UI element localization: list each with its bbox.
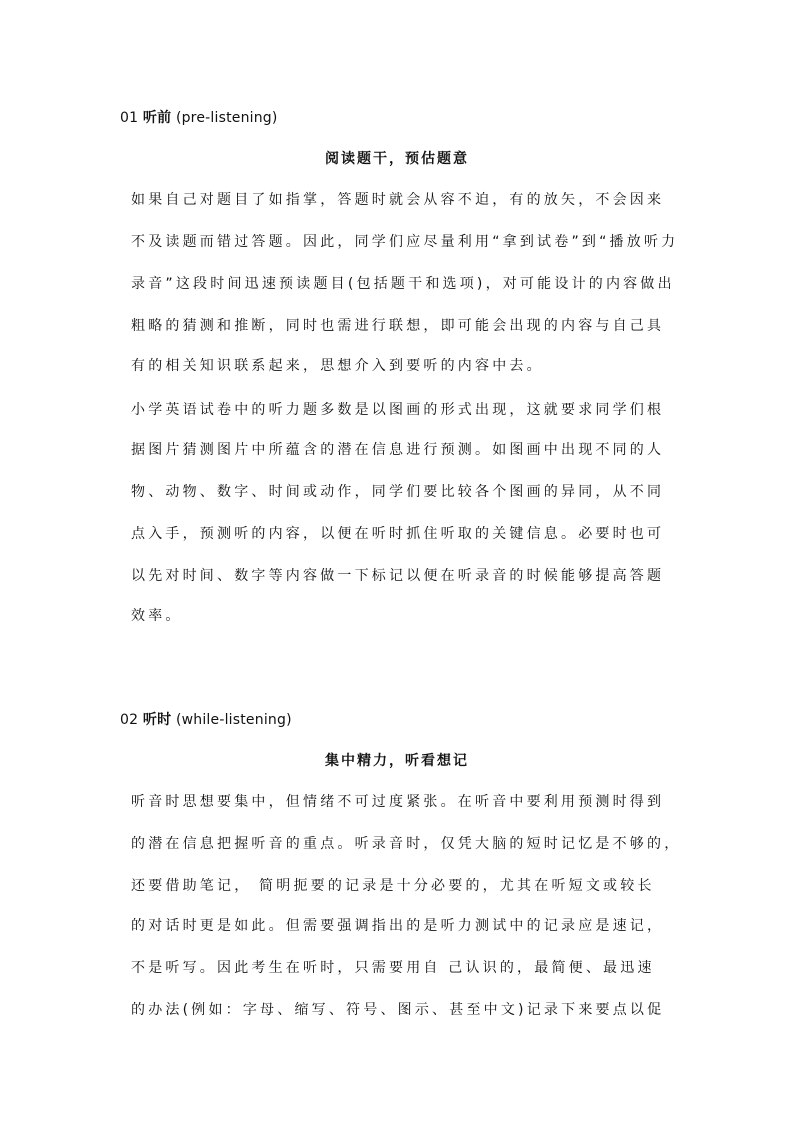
section-2-number: 02	[120, 712, 139, 728]
section-1-heading-zh: 听前	[142, 110, 172, 126]
section-1-line-10: 以先对时间、数字等内容做一下标记以便在听录音的时候能够提高答题	[131, 568, 665, 584]
section-2-line-4: 的对话时更是如此。但需要强调指出的是听力测试中的记录应是速记，	[131, 918, 665, 934]
section-1-line-7: 据图片猜测图片中所蕴含的潜在信息进行预测。如图画中出现不同的人	[131, 442, 665, 458]
section-1-line-5: 有的相关知识联系起来，思想介入到要听的内容中去。	[131, 358, 544, 374]
section-2-line-6: 的办法(例如：字母、缩写、符号、图示、甚至中文)记录下来要点以促	[131, 1002, 665, 1018]
section-2-heading-zh: 听时	[142, 712, 172, 728]
section-1-line-9: 点入手，预测听的内容，以便在听时抓住听取的关键信息。必要时也可	[131, 526, 665, 542]
section-1-line-2: 不及读题而错过答题。因此，同学们应尽量利用“拿到试卷”到“播放听力	[131, 234, 679, 250]
section-1-title: 阅读题干，预估题意	[325, 151, 469, 167]
section-2-heading-en: (while-listening)	[175, 712, 292, 728]
section-1-line-4: 粗略的猜测和推断，同时也需进行联想，即可能会出现的内容与自己具	[131, 318, 665, 334]
section-2-line-3: 还要借助笔记， 简明扼要的记录是十分必要的，尤其在听短文或较长	[131, 878, 655, 894]
section-2-line-5: 不是听写。因此考生在听时，只需要用自 己认识的，最简便、最迅速	[131, 960, 655, 976]
section-1-line-6: 小学英语试卷中的听力题多数是以图画的形式出现，这就要求同学们根	[131, 402, 665, 418]
section-1-number: 01	[120, 110, 139, 126]
section-1-line-8: 物、动物、数字、时间或动作，同学们要比较各个图画的异同，从不同	[131, 484, 665, 500]
section-1-line-3: 录音”这段时间迅速预读题目(包括题干和选项)，对可能设计的内容做出	[131, 276, 675, 292]
section-1-heading-en: (pre-listening)	[175, 110, 278, 126]
section-1-heading	[120, 109, 278, 127]
section-2-line-1: 听音时思想要集中，但情绪不可过度紧张。在听音中要利用预测时得到	[131, 794, 665, 810]
section-2-line-2: 的潜在信息把握听音的重点。听录音时，仅凭大脑的短时记忆是不够的，	[131, 836, 682, 852]
section-1-line-11: 效率。	[131, 608, 183, 624]
section-2-title: 集中精力，听看想记	[325, 753, 469, 769]
section-2-heading	[120, 711, 292, 729]
section-1-line-1: 如果自己对题目了如指掌，答题时就会从容不迫，有的放矢，不会因来	[131, 192, 665, 208]
